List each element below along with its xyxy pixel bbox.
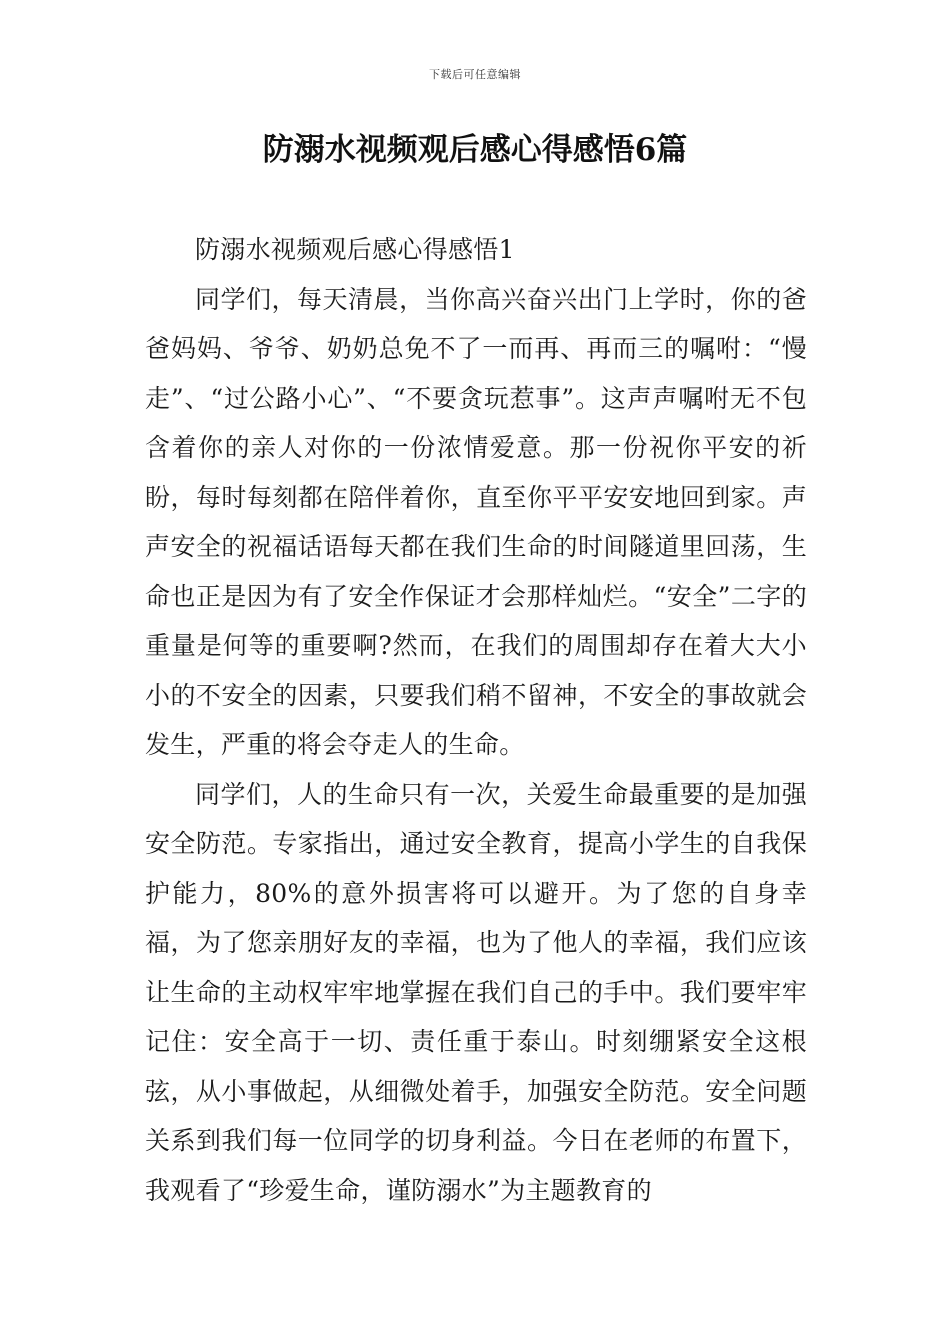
document-title: 防溺水视频观后感心得感悟6篇 xyxy=(262,132,688,168)
document-body xyxy=(145,225,807,1215)
section-heading: 防溺水视频观后感心得感悟1 xyxy=(195,235,515,264)
paragraph-2: 同学们，人的生命只有一次，关爱生命最重要的是加强安全防范。专家指出，通过安全教育，提高小学生的自我保护能力，80%的意外损害将可以避开。为了您的自身幸福，为了您亲朋好友的幸福，也为了他人的幸福，我们应该让生命的主动权牢牢地掌握在我们自己的手中。我们要牢牢记住：安全高于一切、责任重于泰山。时刻绷紧安全这根弦，从小事做起，从细微处着手，加强安全防范。安全问题关系到我们每一位同学的切身利益。今日在老师的布置下，我观看了“珍爱生命，谨防溺水”为主题教育的 xyxy=(145,779,807,1205)
paragraph-1: 同学们，每天清晨，当你高兴奋兴出门上学时，你的爸爸妈妈、爷爷、奶奶总免不了一而再、再而三的嘱咐：“慢走”、“过公路小心”、“不要贪玩惹事”。这声声嘱咐无不包含着你的亲人对你的一份浓情爱意。那一份祝你平安的祈盼，每时每刻都在陪伴着你，直至你平平安安地回到家。声声安全的祝福话语每天都在我们生命的时间隧道里回荡，生命也正是因为有了安全作保证才会那样灿烂。“安全”二字的重量是何等的重要啊?然而，在我们的周围却存在着大大小小的不安全的因素，只要我们稍不留神，不安全的事故就会发生，严重的将会夺走人的生命。 xyxy=(145,284,807,759)
header-note: 下载后可任意编辑 xyxy=(429,68,521,81)
